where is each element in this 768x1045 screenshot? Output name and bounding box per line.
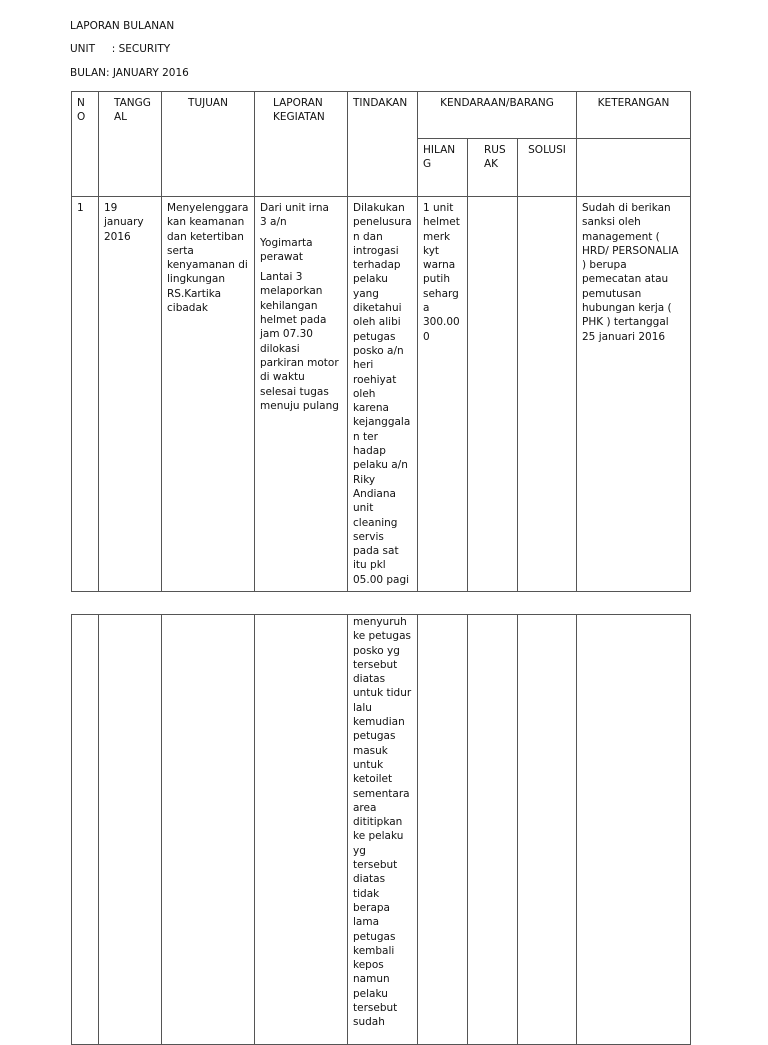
col-header-no: N O (72, 92, 99, 197)
report-table-continued (71, 614, 691, 1045)
keterangan-sub-empty (577, 139, 691, 197)
laporan-paragraph: Dari unit irna 3 a/n (260, 202, 329, 229)
report-table (71, 91, 691, 592)
cell-keterangan: Sudah di berikan sanksi oleh management ( HRD/ PERSONALIA ) berupa pemecatan atau pemutusan hubungan kerja ( PHK ) tertanggal 25 januari 2016 (577, 197, 691, 592)
col-header-tujuan: TUJUAN (162, 92, 255, 197)
table-row (72, 615, 691, 1045)
month-line: BULAN: JANUARY 2016 (70, 67, 189, 79)
cell-solusi (518, 197, 577, 592)
col-header-solusi: SOLUSI (518, 139, 577, 197)
cell-rusak (468, 197, 518, 592)
col-header-kendaraan: KENDARAAN/BARANG (418, 92, 577, 139)
cell-tindakan: Dilakukan penelusura n dan introgasi terhadap pelaku yang diketahui oleh alibi petugas posko a/n heri roehiyat oleh karena kejanggala n ter hadap pelaku a/n Riky Andiana unit cleaning servis pada sat itu pkl 05.00 pagi (348, 197, 418, 592)
cell-tanggal: 19 january 2016 (99, 197, 162, 592)
cell-hilang: 1 unit helmet merk kyt warna putih seharg a 300.00 0 (418, 197, 468, 592)
col-header-hilang: HILAN G (418, 139, 468, 197)
cell-empty (468, 615, 518, 1045)
col-header-rusak: RUS AK (468, 139, 518, 197)
cell-empty (162, 615, 255, 1045)
cell-tindakan-continued: menyuruh ke petugas posko yg tersebut diatas untuk tidur lalu kemudian petugas masuk untuk ketoilet sementara area dititipkan ke pelaku yg tersebut diatas tidak berapa lama petugas kembali kepos namun pelaku tersebut sudah (348, 615, 418, 1045)
cell-tujuan: Menyelenggara kan keamanan dan ketertiban serta kenyamanan di lingkungan RS.Kartika cibadak (162, 197, 255, 592)
cell-empty (518, 615, 577, 1045)
cell-laporan (255, 197, 348, 592)
report-title: LAPORAN BULANAN (70, 20, 175, 32)
col-header-tanggal: TANGG AL (99, 92, 162, 197)
cell-no: 1 (72, 197, 99, 592)
unit-line: UNIT : SECURITY (70, 43, 171, 55)
cell-empty (418, 615, 468, 1045)
cell-empty (99, 615, 162, 1045)
cell-empty (577, 615, 691, 1045)
cell-empty (72, 615, 99, 1045)
table-row (72, 197, 691, 592)
col-header-tindakan: TINDAKAN (348, 92, 418, 197)
laporan-paragraph: Lantai 3 melaporkan kehilangan helmet pada jam 07.30 dilokasi parkiran motor di waktu selesai tugas menuju pulang (260, 271, 339, 412)
col-header-laporan: LAPORAN KEGIATAN (255, 92, 348, 197)
cell-empty (255, 615, 348, 1045)
col-header-keterangan: KETERANGAN (577, 92, 691, 139)
laporan-paragraph: Yogimarta perawat (260, 236, 313, 263)
header-row (72, 92, 691, 139)
